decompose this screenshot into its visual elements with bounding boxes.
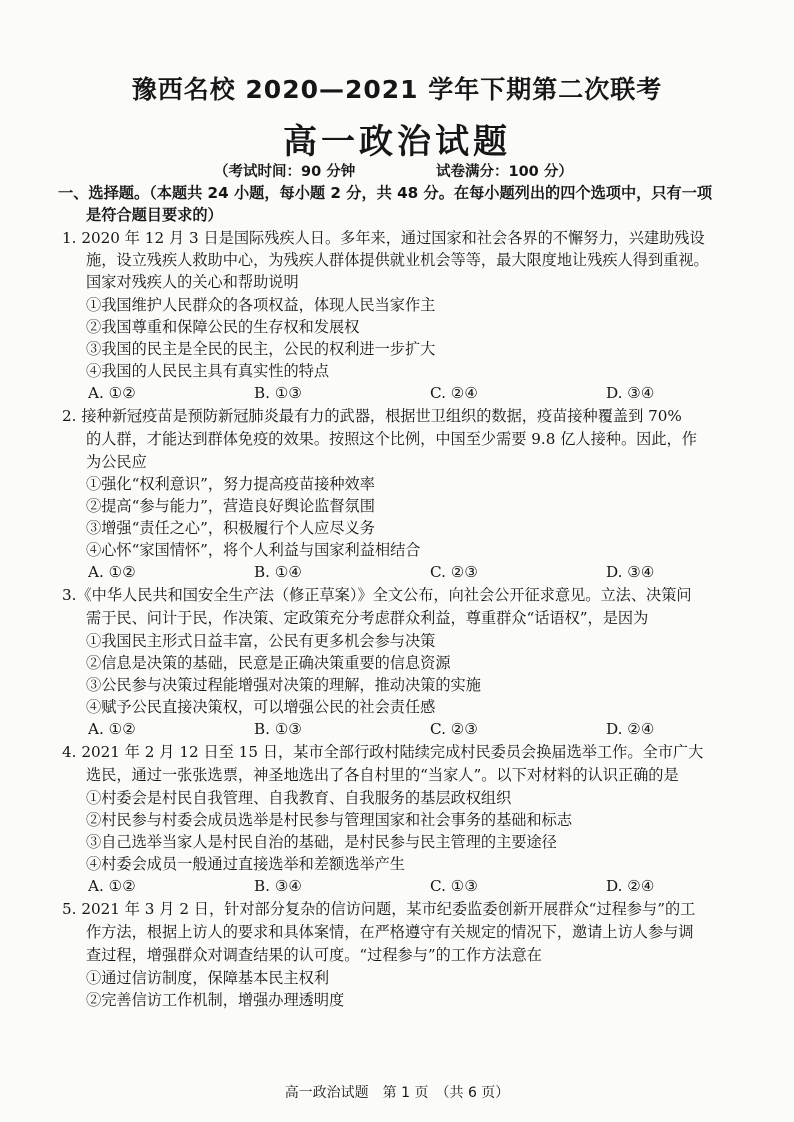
- question-3-option-a: A. ①②: [88, 720, 136, 738]
- section-heading-cont: 是符合题目要求的）: [86, 206, 223, 224]
- question-1-stem: 国家对残疾人的关心和帮助说明: [86, 273, 299, 291]
- question-3-option-d: D. ②④: [606, 720, 655, 738]
- question-4-stem: 4. 2021 年 2 月 12 日至 15 日，某市全部行政村陆续完成村民委员会换届选举工作。全市广大: [62, 743, 704, 761]
- question-2-stem: 2. 接种新冠疫苗是预防新冠肺炎最有力的武器，根据世卫组织的数据，疫苗接种覆盖到 70%: [62, 407, 682, 425]
- question-4-option-a: A. ①②: [88, 877, 136, 895]
- question-1-option-a: A. ①②: [88, 384, 136, 402]
- question-4-stem: 选民，通过一张张选票，神圣地选出了各自村里的“当家人”。以下对材料的认识正确的是: [86, 766, 679, 784]
- question-4-item: ①村委会是村民自我管理、自我教育、自我服务的基层政权组织: [86, 789, 512, 807]
- question-4-option-d: D. ②④: [606, 877, 655, 895]
- question-4-item: ④村委会成员一般通过直接选举和差额选举产生: [86, 855, 405, 873]
- section-heading: 一、选择题。（本题共 24 小题，每小题 2 分，共 48 分。在每小题列出的四个选项中，只有一项: [58, 184, 713, 202]
- question-1-item: ②我国尊重和保障公民的生存权和发展权: [86, 318, 360, 336]
- exam-subject-title: 高一政治试题: [283, 122, 511, 162]
- question-5-item: ①通过信访制度，保障基本民主权利: [86, 969, 329, 987]
- question-2-item: ①强化“权利意识”，努力提高疫苗接种效率: [86, 475, 375, 493]
- question-4-option-c: C. ①③: [430, 877, 478, 895]
- question-1-option-d: D. ③④: [606, 384, 655, 402]
- question-1-item: ④我国的人民民主具有真实性的特点: [86, 362, 329, 380]
- question-1-option-b: B. ①③: [254, 384, 303, 402]
- question-3-item: ④赋予公民直接决策权，可以增强公民的社会责任感: [86, 698, 436, 716]
- question-1-option-c: C. ②④: [430, 384, 478, 402]
- question-4-item: ③自己选举当家人是村民自治的基础，是村民参与民主管理的主要途径: [86, 833, 557, 851]
- question-2-option-c: C. ②③: [430, 563, 478, 581]
- question-5-item: ②完善信访工作机制，增强办理透明度: [86, 991, 345, 1009]
- question-3-stem: 需于民、问计于民，作决策、定政策充分考虑群众利益，尊重群众“话语权”，是因为: [86, 609, 649, 627]
- question-2-stem: 为公民应: [86, 453, 147, 471]
- question-3-option-c: C. ②③: [430, 720, 478, 738]
- question-2-item: ②提高“参与能力”，营造良好舆论监督氛围: [86, 497, 375, 515]
- question-5-stem: 作方法，根据上访人的要求和具体案情，在严格遵守有关规定的情况下，邀请上访人参与调: [86, 923, 694, 941]
- page-footer: 高一政治试题 第 1 页 （共 6 页）: [284, 1085, 510, 1101]
- question-4-option-b: B. ③④: [254, 877, 303, 895]
- question-2-item: ④心怀“家国情怀”，将个人利益与国家利益相结合: [86, 541, 421, 559]
- exam-time: （考试时间：90 分钟: [214, 164, 356, 180]
- question-2-option-b: B. ①④: [254, 563, 303, 581]
- question-5-stem: 5. 2021 年 3 月 2 日，针对部分复杂的信访问题，某市纪委监委创新开展群众“过程参与”的工: [62, 900, 696, 918]
- question-4-item: ②村民参与村委会成员选举是村民参与管理国家和社会事务的基础和标志: [86, 811, 572, 829]
- question-3-item: ③公民参与决策过程能增强对决策的理解，推动决策的实施: [86, 676, 481, 694]
- question-3-option-b: B. ①③: [254, 720, 303, 738]
- question-1-stem: 施，设立残疾人救助中心，为残疾人群体提供就业机会等等，最大限度地让残疾人得到重视。: [86, 251, 709, 269]
- question-3-item: ②信息是决策的基础，民意是正确决策重要的信息资源: [86, 654, 451, 672]
- question-1-item: ③我国的民主是全民的民主，公民的权利进一步扩大: [86, 340, 436, 358]
- question-3-stem: 3.《中华人民共和国安全生产法（修正草案）》全文公布，向社会公开征求意见。立法、决策问: [62, 586, 692, 604]
- question-1-item: ①我国维护人民群众的各项权益，体现人民当家作主: [86, 296, 436, 314]
- question-2-option-d: D. ③④: [606, 563, 655, 581]
- question-1-stem: 1. 2020 年 12 月 3 日是国际残疾人日。多年来，通过国家和社会各界的不懈努力，兴建助残设: [62, 229, 705, 247]
- question-3-item: ①我国民主形式日益丰富，公民有更多机会参与决策: [86, 632, 436, 650]
- question-2-option-a: A. ①②: [88, 563, 136, 581]
- question-5-stem: 查过程，增强群众对调查结果的认可度。“过程参与”的工作方法意在: [86, 946, 542, 964]
- exam-series-title: 豫西名校 2020—2021 学年下期第二次联考: [131, 75, 663, 104]
- exam-score: 试卷满分：100 分）: [436, 164, 573, 180]
- question-2-stem: 的人群，才能达到群体免疫的效果。按照这个比例，中国至少需要 9.8 亿人接种。因此，作: [86, 430, 697, 448]
- question-2-item: ③增强“责任之心”，积极履行个人应尽义务: [86, 519, 375, 537]
